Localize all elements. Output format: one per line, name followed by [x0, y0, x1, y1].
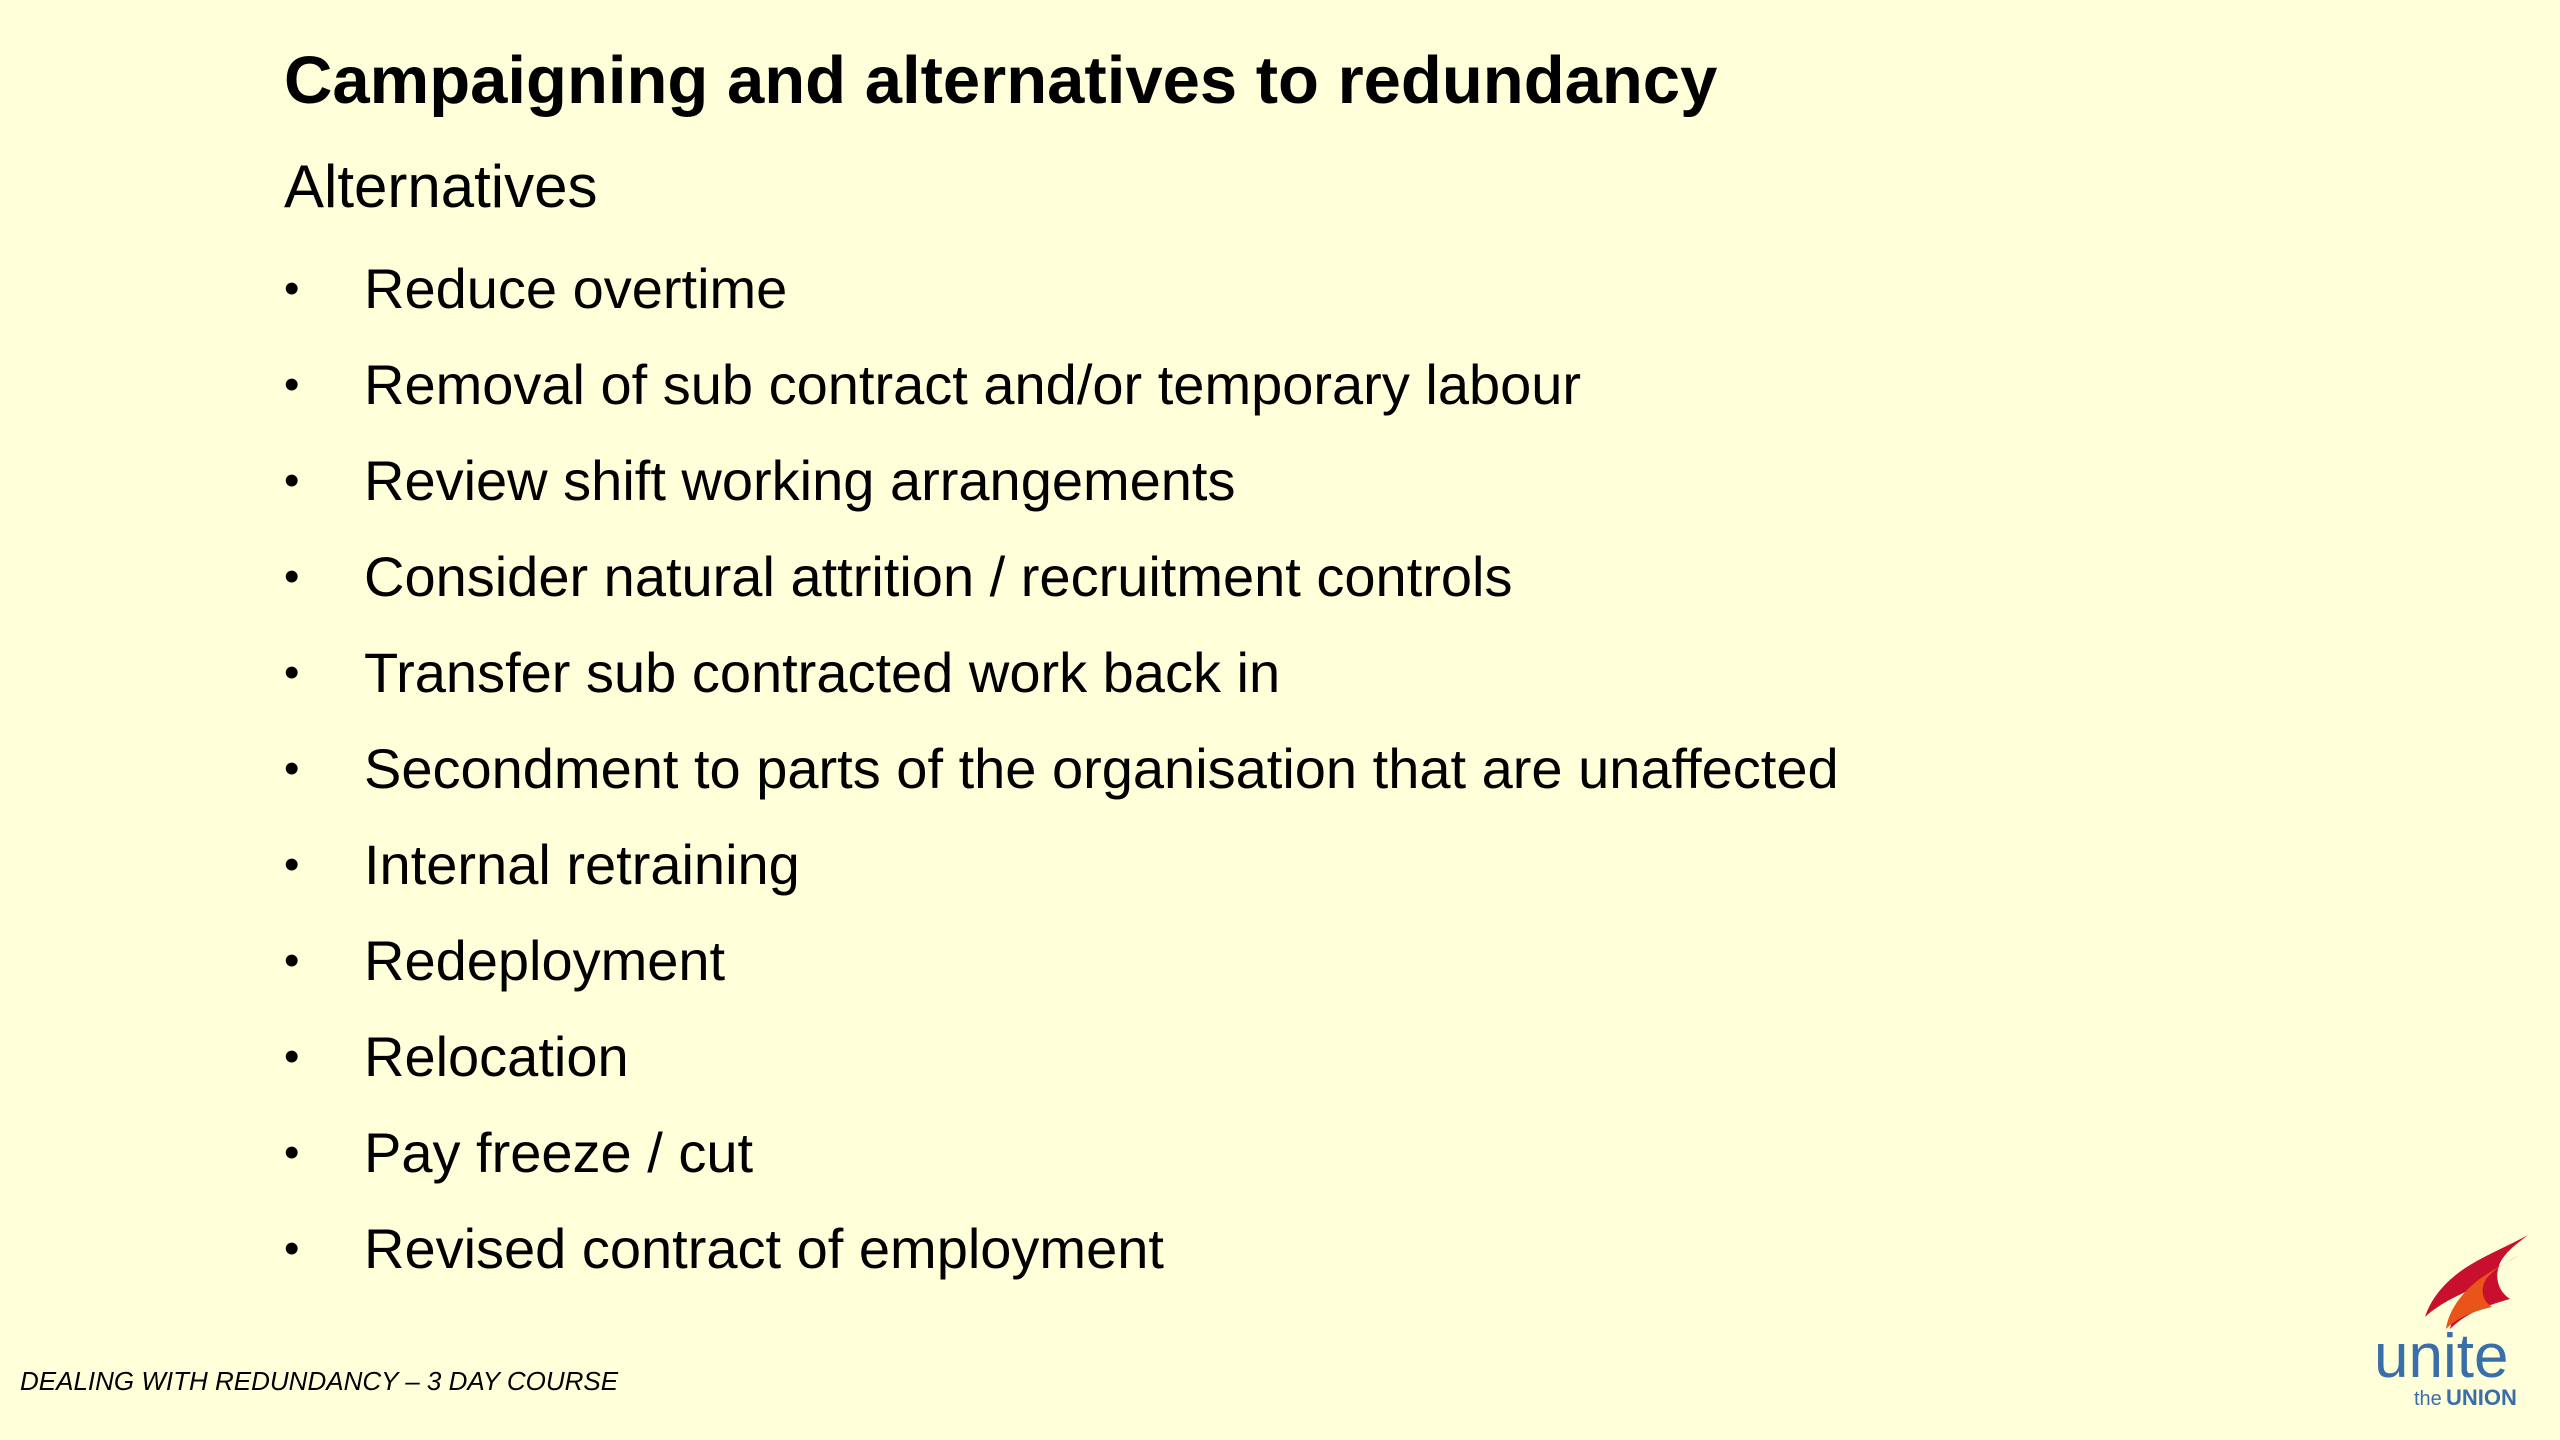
list-item	[284, 642, 1839, 738]
bullet-text: Pay freeze / cut	[364, 1121, 754, 1184]
bullet-text: Internal retraining	[364, 833, 800, 896]
bullet-text: Revised contract of employment	[364, 1217, 1164, 1280]
list-item	[284, 1218, 1839, 1314]
list-item	[284, 354, 1839, 450]
bullet-text: Review shift working arrangements	[364, 449, 1236, 512]
list-item	[284, 834, 1839, 930]
logo-word: unite	[2374, 1322, 2509, 1391]
footer-course-label: DEALING WITH REDUNDANCY – 3 DAY COURSE	[20, 1366, 619, 1396]
bullet-icon: •	[284, 552, 300, 601]
list-item	[284, 546, 1839, 642]
list-item	[284, 930, 1839, 1026]
bullet-icon: •	[284, 936, 300, 985]
bullet-icon: •	[284, 744, 300, 793]
bullet-icon: •	[284, 456, 300, 505]
bullet-text: Removal of sub contract and/or temporary labour	[364, 353, 1582, 416]
list-item	[284, 258, 1839, 354]
unite-logo	[2370, 1225, 2540, 1415]
bullet-list	[284, 258, 1839, 1314]
bullet-text: Consider natural attrition / recruitment controls	[364, 545, 1513, 608]
list-item	[284, 1122, 1839, 1218]
slide-title: Campaigning and alternatives to redundancy	[284, 43, 1718, 118]
bullet-icon: •	[284, 1128, 300, 1177]
bullet-text: Secondment to parts of the organisation that are unaffected	[364, 737, 1839, 800]
bullet-text: Reduce overtime	[364, 257, 788, 320]
slide-subtitle: Alternatives	[284, 153, 598, 220]
bullet-icon: •	[284, 264, 300, 313]
list-item	[284, 450, 1839, 546]
bullet-icon: •	[284, 648, 300, 697]
logo-tagline-union: UNION	[2446, 1385, 2517, 1410]
list-item	[284, 738, 1839, 834]
bullet-text: Transfer sub contracted work back in	[364, 641, 1281, 704]
bullet-icon: •	[284, 1224, 300, 1273]
bullet-icon: •	[284, 840, 300, 889]
bullet-icon: •	[284, 360, 300, 409]
bullet-icon: •	[284, 1032, 300, 1081]
bullet-text: Relocation	[364, 1025, 629, 1088]
list-item	[284, 1026, 1839, 1122]
bullet-text: Redeployment	[364, 929, 726, 992]
logo-tagline-the: the	[2414, 1388, 2442, 1410]
